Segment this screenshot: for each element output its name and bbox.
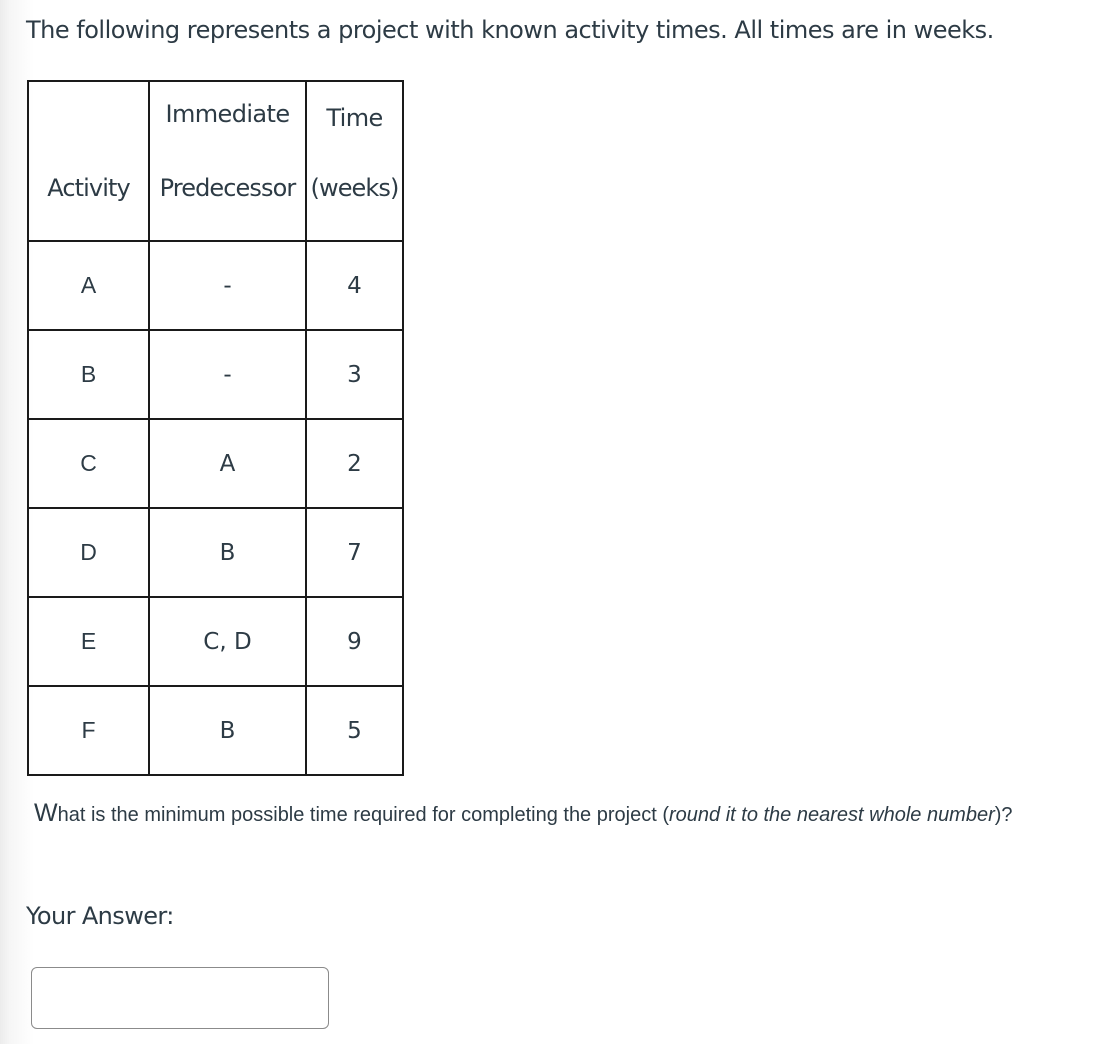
activity-table (27, 80, 404, 776)
predecessor-cell: B (149, 508, 306, 597)
predecessor-cell: B (149, 686, 306, 775)
activity-cell: A (28, 241, 149, 330)
table-header-row (28, 81, 403, 241)
predecessor-cell: - (149, 330, 306, 419)
table-row (28, 241, 403, 330)
header-predecessor-line2: Predecessor (159, 174, 296, 202)
header-activity (28, 81, 149, 241)
table-row (28, 508, 403, 597)
predecessor-cell: - (149, 241, 306, 330)
question-text-main: hat is the minimum possible time required for completing the project ( (57, 804, 669, 826)
header-predecessor-line1: Immediate (165, 100, 290, 128)
time-cell: 4 (306, 241, 403, 330)
activity-cell: F (28, 686, 149, 775)
question-first-letter: W (34, 799, 58, 827)
time-cell: 7 (306, 508, 403, 597)
header-time-line2: (weeks) (310, 174, 399, 202)
predecessor-cell: A (149, 419, 306, 508)
header-predecessor (149, 81, 306, 241)
question-rounding-note: round it to the nearest whole number (669, 804, 995, 826)
table-row (28, 686, 403, 775)
answer-input[interactable] (31, 967, 329, 1029)
activity-cell: B (28, 330, 149, 419)
question-intro: The following represents a project with known activity times. All times are in weeks. (26, 16, 994, 44)
time-cell: 5 (306, 686, 403, 775)
activity-cell: C (28, 419, 149, 508)
predecessor-cell: C, D (149, 597, 306, 686)
table-row (28, 597, 403, 686)
activity-cell: D (28, 508, 149, 597)
table-row (28, 330, 403, 419)
time-cell: 3 (306, 330, 403, 419)
time-cell: 2 (306, 419, 403, 508)
table-row (28, 419, 403, 508)
header-activity-line2: Activity (47, 174, 130, 202)
answer-label: Your Answer: (26, 902, 174, 930)
header-time-line1: Time (326, 104, 383, 132)
activity-cell: E (28, 597, 149, 686)
header-time (306, 81, 403, 241)
time-cell: 9 (306, 597, 403, 686)
question-text (26, 792, 1066, 836)
question-text-end: )? (994, 804, 1013, 826)
